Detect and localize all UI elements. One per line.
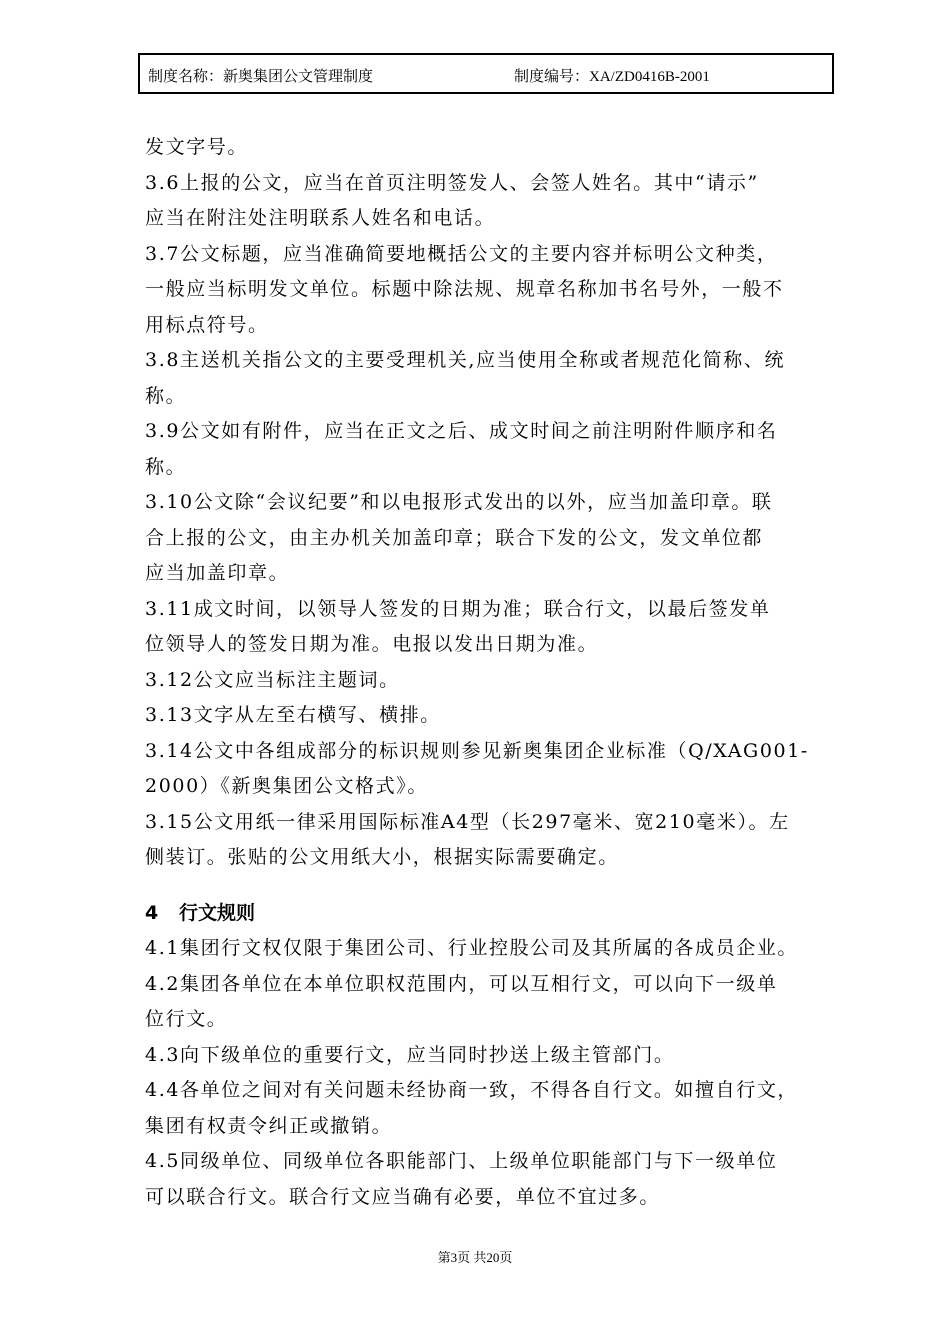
text-line: 4.5同级单位、同级单位各职能部门、上级单位职能部门与下一级单位 <box>145 1150 778 1172</box>
text-line: 2000）《新奥集团公文格式》。 <box>145 775 428 797</box>
regulation-code: 制度编号：XA/ZD0416B-2001 <box>514 69 710 85</box>
text-line: 4.1集团行文权仅限于集团公司、行业控股公司及其所属的各成员企业。 <box>145 937 799 959</box>
text-line: 3.10公文除“会议纪要”和以电报形式发出的以外，应当加盖印章。联 <box>145 491 773 513</box>
text-line: 用标点符号。 <box>145 313 269 336</box>
text-line: 位行文。 <box>145 1008 228 1030</box>
text-line: 侧装订。张贴的公文用纸大小，根据实际需要确定。 <box>145 846 619 868</box>
lines-after-heading <box>145 931 840 1215</box>
text-line: 4.2集团各单位在本单位职权范围内，可以互相行文，可以向下一级单 <box>145 972 778 995</box>
text-line: 可以联合行文。联合行文应当确有必要，单位不宜过多。 <box>145 1185 661 1208</box>
section-title: 行文规则 <box>179 901 256 924</box>
text-line: 称。 <box>145 455 187 478</box>
text-line: 应当在附注处注明联系人姓名和电话。 <box>145 207 496 229</box>
text-line: 3.8主送机关指公文的主要受理机关,应当使用全称或者规范化简称、统 <box>145 349 786 371</box>
text-line: 3.13文字从左至右横写、横排。 <box>145 704 441 726</box>
text-line: 3.6上报的公文，应当在首页注明签发人、会签人姓名。其中“请示” <box>145 171 759 194</box>
text-line: 一般应当标明发文单位。标题中除法规、规章名称加书名号外，一般不 <box>145 278 784 300</box>
text-line: 3.7公文标题，应当准确简要地概括公文的主要内容并标明公文种类， <box>145 242 778 265</box>
text-line: 位领导人的签发日期为准。电报以发出日期为准。 <box>145 633 599 655</box>
text-line: 4.4各单位之间对有关问题未经协商一致，不得各自行文。如擅自行文， <box>145 1079 799 1101</box>
document-header <box>138 53 834 94</box>
text-line: 称。 <box>145 384 187 407</box>
section-gap <box>145 876 840 896</box>
document-body <box>145 130 840 1215</box>
regulation-name: 制度名称：新奥集团公文管理制度 <box>148 69 374 85</box>
section-number: 4 <box>145 901 159 924</box>
text-line: 3.11成文时间，以领导人签发的日期为准；联合行文，以最后签发单 <box>145 597 771 620</box>
section-heading <box>145 896 840 932</box>
text-line: 3.15公文用纸一律采用国际标准A4型（长297毫米、宽210毫米）。左 <box>145 810 790 833</box>
text-line: 应当加盖印章。 <box>145 562 290 584</box>
text-line: 合上报的公文，由主办机关加盖印章；联合下发的公文，发文单位都 <box>145 526 764 549</box>
text-line: 4.3向下级单位的重要行文，应当同时抄送上级主管部门。 <box>145 1043 675 1066</box>
text-line: 3.9公文如有附件，应当在正文之后、成文时间之前注明附件顺序和名 <box>145 420 778 442</box>
text-line: 3.14公文中各组成部分的标识规则参见新奥集团企业标准（Q/XAG001- <box>145 739 809 762</box>
lines-before-heading <box>145 130 840 876</box>
text-line: 3.12公文应当标注主题词。 <box>145 668 400 691</box>
page-number: 第3页 共20页 <box>437 1250 513 1265</box>
text-line: 集团有权责令纠正或撤销。 <box>145 1114 393 1137</box>
page-footer <box>0 1247 950 1266</box>
text-line: 发文字号。 <box>145 136 249 158</box>
